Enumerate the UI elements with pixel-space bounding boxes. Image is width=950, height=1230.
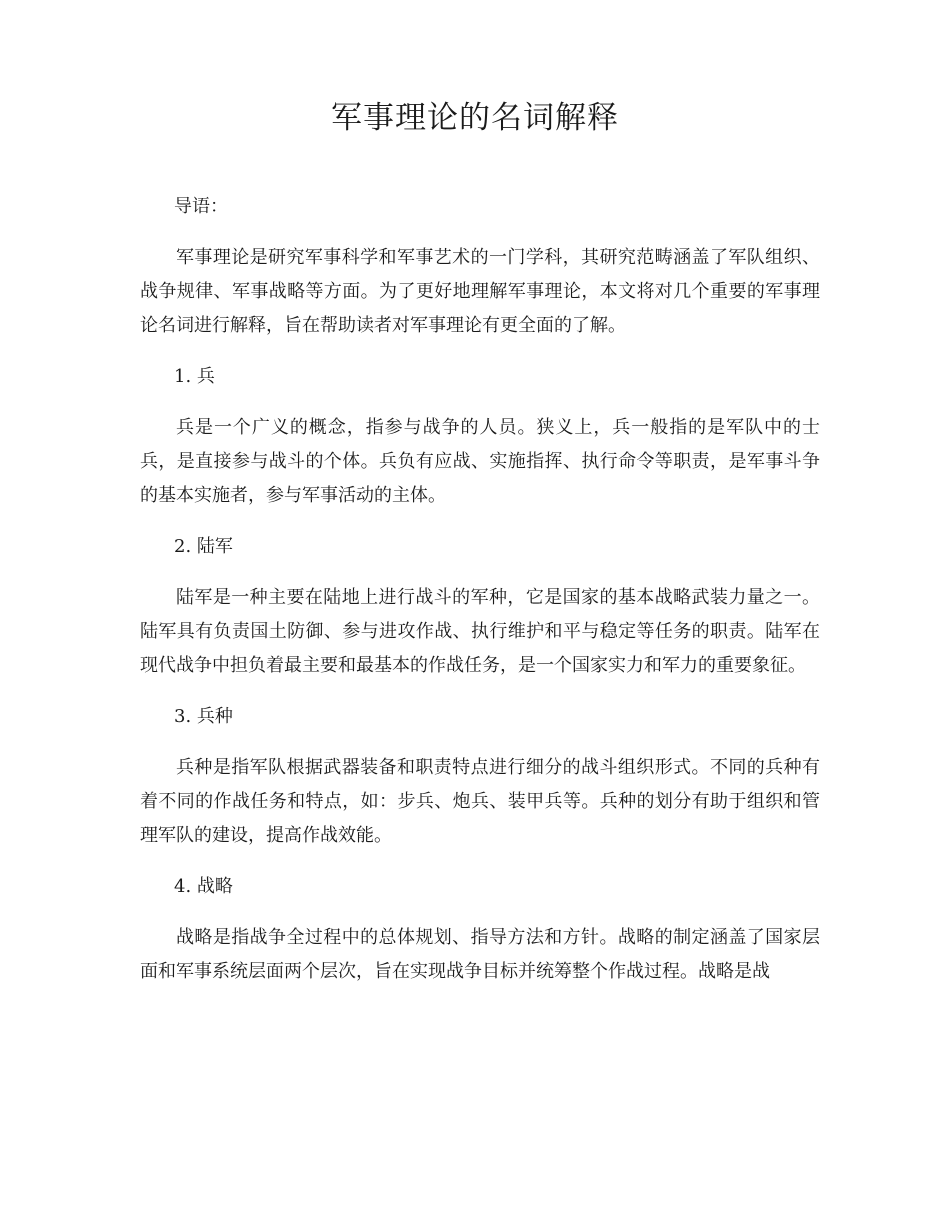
intro-label: 导语： (174, 196, 228, 217)
section-body-3: 兵种是指军队根据武器装备和职责特点进行细分的战斗组织形式。不同的兵种有着不同的作战任务和特点，如：步兵、炮兵、装甲兵等。兵种的划分有助于组织和管理军队的建设，提高作战效能。 (140, 757, 820, 846)
section-heading-1: 1. 兵 (174, 366, 215, 387)
section-heading-3: 3. 兵种 (174, 706, 233, 727)
section-heading-4: 4. 战略 (174, 876, 233, 897)
document-title: 军事理论的名词解释 (331, 100, 619, 136)
document-body (140, 190, 820, 1006)
intro-paragraph: 军事理论是研究军事科学和军事艺术的一门学科，其研究范畴涵盖了军队组织、战争规律、军事战略等方面。为了更好地理解军事理论，本文将对几个重要的军事理论名词进行解释，旨在帮助读者对军事理论有更全面的了解。 (140, 247, 820, 336)
section-body-2: 陆军是一种主要在陆地上进行战斗的军种，它是国家的基本战略武装力量之一。陆军具有负责国土防御、参与进攻作战、执行维护和平与稳定等任务的职责。陆军在现代战争中担负着最主要和最基本的作战任务，是一个国家实力和军力的重要象征。 (140, 587, 820, 676)
section-heading-2: 2. 陆军 (174, 536, 233, 557)
section-body-1: 兵是一个广义的概念，指参与战争的人员。狭义上，兵一般指的是军队中的士兵，是直接参与战斗的个体。兵负有应战、实施指挥、执行命令等职责，是军事斗争的基本实施者，参与军事活动的主体。 (140, 417, 820, 506)
section-body-4: 战略是指战争全过程中的总体规划、指导方法和方针。战略的制定涵盖了国家层面和军事系统层面两个层次，旨在实现战争目标并统筹整个作战过程。战略是战 (140, 927, 820, 982)
